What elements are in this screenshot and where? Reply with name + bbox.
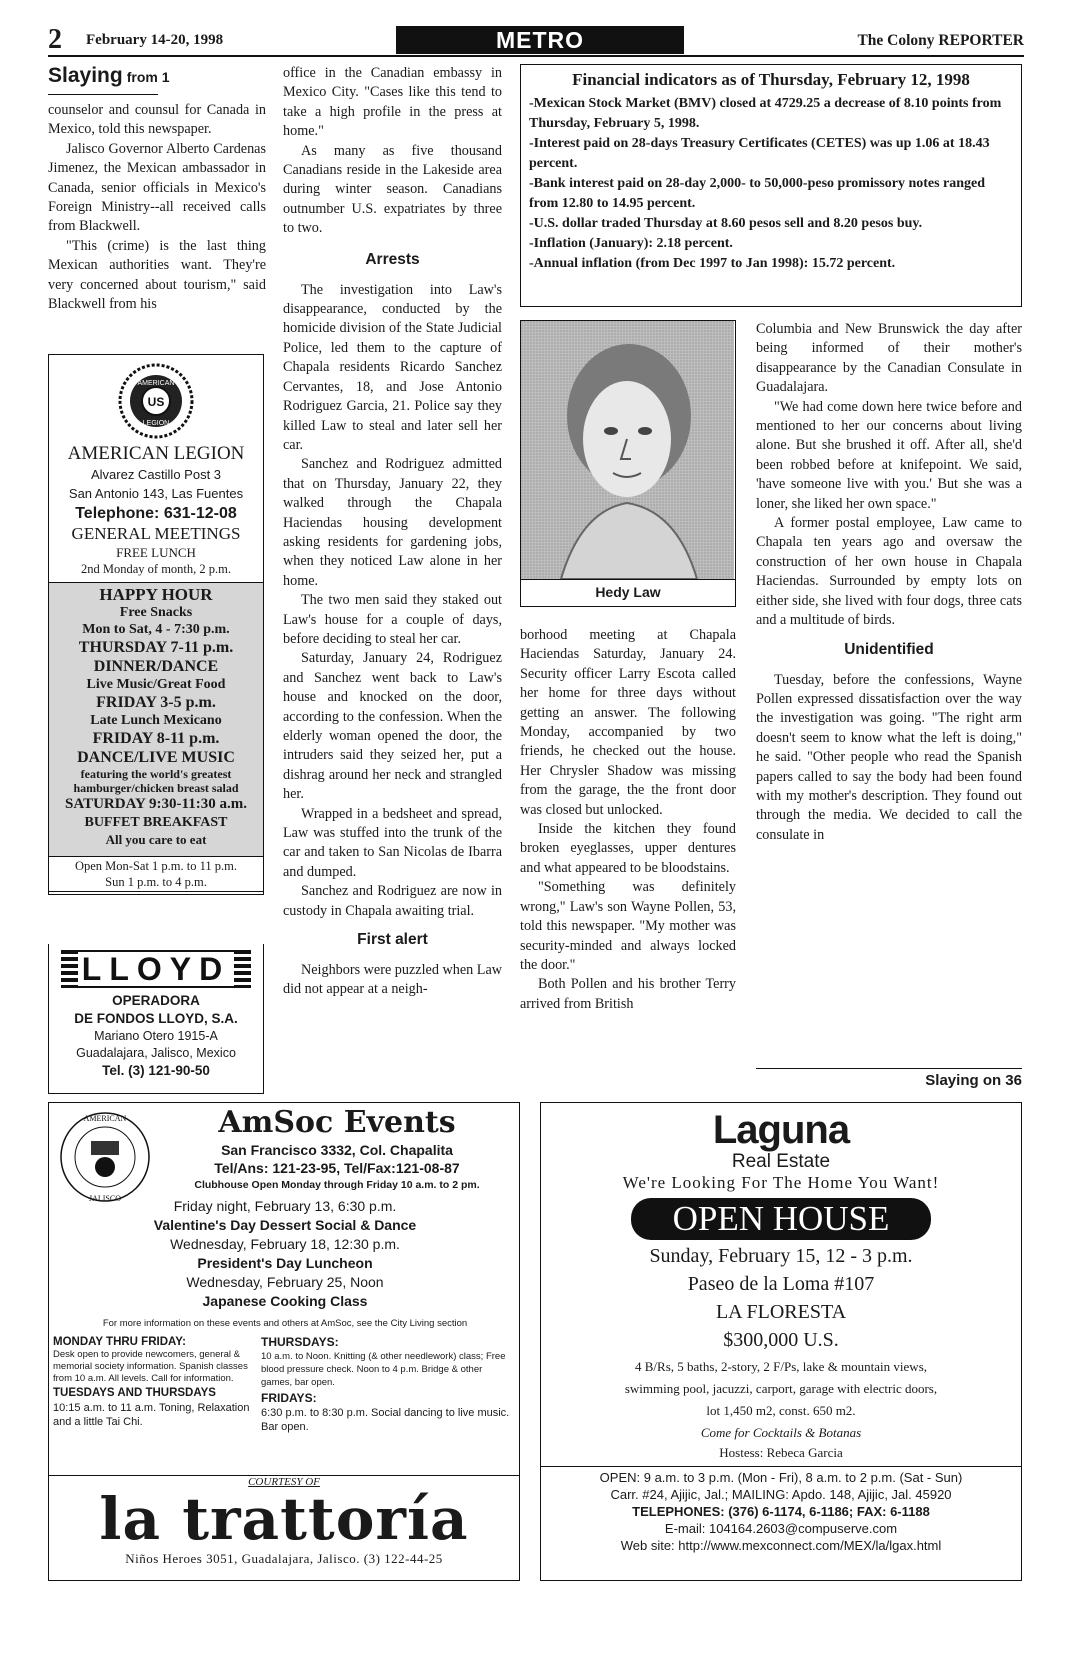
laguna-real-estate-ad — [540, 1102, 1022, 1581]
page-header — [48, 24, 1024, 58]
paragraph: Inside the kitchen they found broken eyeglasses, upper dentures and what appeared to be bloodstains. — [520, 821, 736, 876]
paragraph: The investigation into Law's disappearance, conducted by the homicide division of the State Judicial Police, led them to the capture of Chapala residents Ricardo Sanchez Cervantes, 18, and Jose Antonio Rodriguez Garcia, 21. Police say they killed Law to steal and later sell her car. — [283, 281, 502, 453]
financial-item: -Inflation (January): 2.18 percent. — [529, 236, 733, 251]
lloyd-line-2: DE FONDOS LLOYD, S.A. — [74, 1011, 238, 1026]
lloyd-line-5: Tel. (3) 121-90-50 — [102, 1063, 210, 1078]
financial-item: -Mexican Stock Market (BMV) closed at 4729.25 a decrease of 8.10 points from Thursday, February 5, 1998. — [529, 96, 1002, 131]
issue-date: February 14-20, 1998 — [86, 32, 224, 48]
section-title: METRO — [495, 27, 585, 53]
paragraph: counselor and counsul for Canada in Mexico, told this newspaper. — [48, 102, 266, 138]
event-when: Friday night, February 13, 6:30 p.m. — [173, 1198, 397, 1214]
svg-text:AMERICAN: AMERICAN — [83, 1114, 127, 1123]
open-house-date: Sunday, February 15, 12 - 3 p.m. — [649, 1245, 913, 1267]
financial-item: -Bank interest paid on 28-day 2,000- to 50,000-peso promissory notes ranged from 12.80 to 14.95 percent. — [529, 176, 986, 211]
laguna-sub: Real Estate — [731, 1151, 831, 1172]
amsoc-seal-icon — [55, 1107, 155, 1207]
fridays-text: 6:30 p.m. to 8:30 p.m. Social dancing to live music. Bar open. — [261, 1407, 510, 1433]
lloyd-line-4: Guadalajara, Jalisco, Mexico — [76, 1046, 236, 1060]
article-column-1 — [48, 64, 266, 314]
paragraph: As many as five thousand Canadians reside in the Lakeside area during winter season. Canadians outnumber U.S. expatriates by three to two. — [283, 142, 502, 237]
open-house-banner — [631, 1198, 931, 1240]
photo-frame — [520, 320, 736, 607]
happy-hour: HAPPY HOUR — [99, 585, 213, 604]
financial-indicators-box — [520, 64, 1022, 307]
article-continued-title: Slaying — [48, 64, 123, 87]
amsoc-title: AmSoc Events — [218, 1105, 456, 1140]
dance-live: DANCE/LIVE MUSIC — [77, 749, 235, 766]
live-music-food: Live Music/Great Food — [86, 677, 226, 692]
telephones: TELEPHONES: (376) 6-1174, 6-1186; FAX: 6-1188 — [632, 1504, 930, 1519]
amsoc-clubhouse: Clubhouse Open Monday through Friday 10 a.m. to 2 pm. — [194, 1179, 480, 1191]
amsoc-events-ad — [48, 1102, 520, 1476]
laguna-logo-text: Laguna — [712, 1108, 850, 1152]
article-continued-from: from 1 — [126, 69, 170, 85]
section-banner — [396, 26, 684, 54]
paragraph: Sanchez and Rodriguez are now in custody in Chapala awaiting trial. — [283, 883, 502, 919]
lloyd-line-1: OPERADORA — [112, 993, 200, 1008]
paragraph: "Something was definitely wrong," Law's son Wayne Pollen, 53, told this newspaper. "My mother was security-minded and always locked the door." — [520, 879, 736, 973]
title-rule — [48, 94, 158, 95]
open-house-text: OPEN HOUSE — [672, 1199, 890, 1238]
subhead-first-alert: First alert — [357, 931, 428, 949]
paragraph: Both Pollen and his brother Terry arrived from British — [520, 976, 736, 1012]
trattoria-logo: la trattoría — [99, 1485, 469, 1553]
financial-item: -Annual inflation (from Dec 1997 to Jan 1998): 15.72 percent. — [529, 256, 896, 271]
friday-2: FRIDAY 8-11 p.m. — [92, 730, 220, 747]
page-number: 2 — [48, 24, 62, 55]
article-column-3 — [520, 626, 736, 1096]
event-when: Wednesday, February 25, Noon — [186, 1274, 384, 1290]
featuring: featuring the world's greatest — [80, 767, 232, 781]
paragraph: Saturday, January 24, Rodriguez and Sanchez went back to Law's house and knocked on the door, according to the confession. When the elderly woman opened the door, the intruders said they seized her, put a dishrag around her neck and strangled her. — [283, 650, 502, 803]
open-house-address: Paseo de la Loma #107 — [687, 1273, 875, 1295]
laguna-contact — [541, 1466, 1021, 1554]
legion-lunch-when: 2nd Monday of month, 2 p.m. — [81, 562, 231, 576]
legion-meetings: GENERAL MEETINGS — [71, 524, 241, 543]
jump-line: Slaying on 36 — [756, 1068, 1022, 1091]
svg-text:JALISCO: JALISCO — [88, 1194, 122, 1203]
website: Web site: http://www.mexconnect.com/MEX/la/lgax.html — [620, 1538, 942, 1553]
paragraph: Wrapped in a bedsheet and spread, Law was stuffed into the trunk of the car and taken to San Nicolas de Ibarra and dumped. — [283, 805, 502, 880]
amsoc-schedule-left — [53, 1335, 253, 1429]
paragraph: office in the Canadian embassy in Mexico City. "Cases like this tend to take a high profile in the press at home." — [283, 65, 502, 140]
paragraph: Sanchez and Rodriguez admitted that on Thursday, January 22, they walked through the Chapala Haciendas housing development asking residents for gardening jobs, when they noticed Law alone in her home. — [283, 456, 502, 589]
hostess: Hostess: Rebeca Garcia — [719, 1445, 843, 1460]
thursday: THURSDAY 7-11 p.m. — [78, 639, 234, 656]
friday-1: FRIDAY 3-5 p.m. — [96, 694, 216, 711]
tue-thu-text: 10:15 a.m. to 11 a.m. Toning, Relaxation and a little Tai Chi. — [53, 1402, 250, 1428]
thursdays-text: 10 a.m. to Noon. Knitting (& other needlework) class; Free blood pressure check. Noon to 4 p.m. Bridge & other games, bar open. — [261, 1351, 506, 1388]
thursdays-label: THURSDAYS: — [261, 1335, 339, 1349]
paragraph: Tuesday, before the confessions, Wayne Pollen expressed dissatisfaction over the way the investigation was going. "The right arm doesn't seem to know what the left is doing," he said. "Other people who read the Spanish papers called to say the body had been found with my mother's description. They found out through the media. We decided to call the consulate in — [756, 671, 1022, 843]
paragraph: borhood meeting at Chapala Haciendas Saturday, January 24. Security officer Larry Escota called her home for three days without getting an answer. The following Monday, accompanied by two friends, he checked out the house. Her Chrysler Shadow was missing from the garage, the the front door was closed but unlocked. — [520, 627, 736, 818]
tue-thu-label: TUESDAYS AND THURSDAYS — [53, 1387, 216, 1399]
subhead-unidentified: Unidentified — [844, 640, 934, 658]
paper-name: The Colony REPORTER — [857, 32, 1024, 49]
article-column-4 — [756, 320, 1022, 1062]
lloyd-logo-text: LLOYD — [78, 952, 234, 986]
legion-emblem-icon — [116, 361, 196, 441]
laguna-tagline: We're Looking For The Home You Want! — [622, 1173, 940, 1192]
email: E-mail: 104164.2603@compuserve.com — [664, 1521, 898, 1536]
photo-caption: Hedy Law — [521, 579, 735, 604]
saturday: SATURDAY 9:30-11:30 a.m. — [65, 796, 247, 812]
legion-lunch: FREE LUNCH — [116, 545, 196, 560]
open-house-price: $300,000 U.S. — [723, 1329, 839, 1351]
svg-text:LEGION: LEGION — [142, 420, 170, 427]
details-1: 4 B/Rs, 5 baths, 2-story, 2 F/Ps, lake & mountain views, — [634, 1359, 928, 1374]
details-2: swimming pool, jacuzzi, carport, garage with electric doors, — [624, 1381, 938, 1396]
legion-hours — [49, 856, 263, 892]
lloyd-logo — [61, 950, 251, 988]
hh-time: Mon to Sat, 4 - 7:30 p.m. — [82, 622, 230, 637]
dinner-dance: DINNER/DANCE — [93, 658, 219, 675]
legion-telephone: Telephone: 631-12-08 — [75, 505, 237, 522]
header-rule — [48, 55, 1024, 57]
amsoc-phones: Tel/Ans: 121-23-95, Tel/Fax:121-08-87 — [214, 1160, 460, 1176]
legion-schedule — [49, 582, 263, 856]
fridays-label: FRIDAYS: — [261, 1391, 317, 1405]
trattoria-address: Niños Heroes 3051, Guadalajara, Jalisco. (3) 122-44-25 — [125, 1551, 443, 1566]
event-what: Japanese Cooking Class — [202, 1293, 368, 1309]
more-info: For more information on these events and others at AmSoc, see the City Living section — [102, 1318, 468, 1329]
paragraph: Jalisco Governor Alberto Cardenas Jimenez, the Mexican ambassador in Canada, senior officials in Mexico's Foreign Ministry--all received calls from Blackwell. — [48, 140, 266, 235]
paragraph: Neighbors were puzzled when Law did not appear at a neigh- — [283, 962, 502, 998]
open-hours-2: Sun 1 p.m. to 4 p.m. — [105, 875, 207, 889]
legion-name: AMERICAN LEGION — [67, 443, 245, 464]
paragraph: "We had come down here twice before and mentioned to her our concerns about living alone. But she brushed it off. After all, she'd been robbed before at knifepoint. We said, 'have someone live with you.' But she was a loner, she liked her own space." — [756, 398, 1022, 512]
subhead-arrests: Arrests — [365, 250, 420, 268]
legion-address: San Antonio 143, Las Fuentes — [68, 486, 244, 501]
event-when: Wednesday, February 18, 12:30 p.m. — [170, 1236, 400, 1252]
financial-item: -Interest paid on 28-days Treasury Certificates (CETES) was up 1.06 at 18.43 percent. — [529, 136, 990, 171]
financial-title: Financial indicators as of Thursday, February 12, 1998 — [572, 70, 970, 89]
article-column-2 — [283, 64, 502, 1096]
open-house-area: LA FLORESTA — [715, 1301, 847, 1323]
american-legion-ad — [48, 354, 264, 895]
svg-text:AMERICAN: AMERICAN — [137, 380, 175, 387]
svg-text:US: US — [147, 395, 165, 409]
paragraph: "This (crime) is the last thing Mexican authorities want. They're very concerned about tourism," said Blackwell from his — [48, 237, 266, 313]
paragraph: Columbia and New Brunswick the day after being informed of their mother's disappearance by the Canadian Consulate in Guadalajara. — [756, 321, 1022, 396]
financial-item: -U.S. dollar traded Thursday at 8.60 pesos sell and 8.20 pesos buy. — [529, 216, 923, 231]
mailing: Carr. #24, Ajijic, Jal.; MAILING: Apdo. 148, Ajijic, Jal. 45920 — [610, 1487, 952, 1502]
laguna-logo — [541, 1109, 1021, 1151]
lloyd-line-3: Mariano Otero 1915-A — [94, 1029, 218, 1043]
amsoc-schedule-right — [261, 1335, 513, 1434]
courtesy-label: COURTESY OF — [248, 1476, 320, 1488]
portrait-photo — [521, 321, 734, 579]
late-lunch: Late Lunch Mexicano — [90, 713, 222, 728]
buffet: BUFFET BREAKFAST — [84, 815, 228, 830]
burger: hamburger/chicken breast salad — [73, 781, 239, 795]
legion-post: Alvarez Castillo Post 3 — [90, 467, 222, 482]
event-what: President's Day Luncheon — [197, 1255, 373, 1271]
all-you: All you care to eat — [105, 832, 207, 847]
details-3: lot 1,450 m2, const. 650 m2. — [706, 1403, 856, 1418]
open-hours-1: Open Mon-Sat 1 p.m. to 11 p.m. — [74, 859, 238, 873]
paragraph: A former postal employee, Law came to Chapala ten years ago and oversaw the construction of her own house in Chapala Haciendas. Surrounded by empty lots on either side, she lived with four dogs, three cats and a multitude of birds. — [756, 515, 1022, 629]
free-snacks: Free Snacks — [119, 605, 193, 620]
mon-fri-label: MONDAY THRU FRIDAY: — [53, 1336, 186, 1348]
cocktails: Come for Cocktails & Botanas — [700, 1425, 862, 1440]
event-what: Valentine's Day Dessert Social & Dance — [153, 1217, 417, 1233]
open-hours: OPEN: 9 a.m. to 3 p.m. (Mon - Fri), 8 a.m. to 2 p.m. (Sat - Sun) — [599, 1470, 963, 1485]
paragraph: The two men said they staked out Law's house for a couple of days, before deciding to steal her car. — [283, 592, 502, 647]
lloyd-ad — [48, 944, 264, 1094]
mon-fri-text: Desk open to provide newcomers, general & memorial society information. Spanish classes from 10 a.m. All levels. Call for information. — [53, 1349, 248, 1384]
amsoc-address: San Francisco 3332, Col. Chapalita — [221, 1142, 453, 1158]
trattoria-ad — [48, 1476, 520, 1581]
